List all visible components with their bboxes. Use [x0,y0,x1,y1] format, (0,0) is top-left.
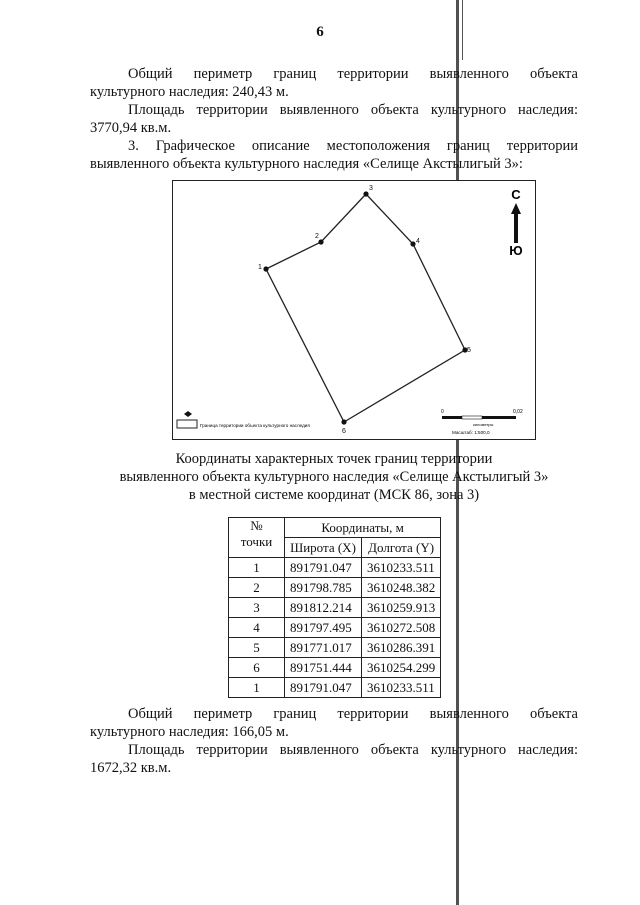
table-header-row [229,518,441,538]
vertex-label-3: 3 [369,185,373,192]
legend-swatch [177,420,197,428]
vertex-label-2: 2 [315,233,319,240]
cell-y: 3610233.511 [362,678,441,698]
cell-point: 1 [229,678,285,698]
cell-point: 3 [229,598,285,618]
scale-segment [482,416,516,419]
cell-x: 891797.495 [285,618,362,638]
header-longitude: Долгота (Y) [362,538,441,558]
header-point-number: № точки [229,518,285,558]
table-caption-line-3: в местной системе координат (МСК 86, зона 3) [188,487,480,503]
boundary-polygon [266,194,465,422]
legend-marker [184,411,192,417]
vertex-label-5: 5 [467,347,471,354]
area-text-2-cont: 1672,32 кв.м. [90,760,172,776]
legend-text: Граница территории объекта культурного наследия [200,423,310,428]
section-3-heading-cont: выявленного объекта культурного наследия «Селище Акстылигый 3»: [90,156,523,172]
table-caption [90,450,578,504]
table-row [229,578,441,598]
cell-y: 3610233.511 [362,558,441,578]
header-latitude: Широта (X) [285,538,362,558]
south-label: Ю [509,243,523,258]
perimeter-text-1: Общий периметр границ территории выявленного объекта [128,66,578,82]
header-coordinates: Координаты, м [285,518,441,538]
cell-point: 5 [229,638,285,658]
vertex-3 [363,191,368,196]
cell-point: 1 [229,558,285,578]
table-row [229,678,441,698]
vertex-4 [410,241,415,246]
north-label: С [511,187,521,202]
vertex-label-6: 6 [342,428,346,435]
table-row [229,618,441,638]
north-arrow-shaft [514,214,518,243]
cell-x: 891812.214 [285,598,362,618]
table-caption-line-1: Координаты характерных точек границ территории [175,451,493,467]
cell-y: 3610272.508 [362,618,441,638]
perimeter-text-2: Общий периметр границ территории выявленного объекта [128,706,578,722]
scale-unit: километры [473,422,494,427]
cell-point: 2 [229,578,285,598]
scale-zero: 0 [441,409,444,415]
vertex-label-4: 4 [416,238,420,245]
vertex-6 [341,419,346,424]
map-legend [177,411,310,428]
cell-point: 4 [229,618,285,638]
vertex-2 [318,239,323,244]
cell-x: 891751.444 [285,658,362,678]
scale-segment [442,416,462,419]
north-arrow-head [511,203,521,214]
perimeter-text-2-cont: культурного наследия: 166,05 м. [90,724,289,740]
cell-y: 3610286.391 [362,638,441,658]
area-text-1-cont: 3770,94 кв.м. [90,120,172,136]
cell-y: 3610259.913 [362,598,441,618]
boundary-vertices [263,191,467,424]
vertex-label-1: 1 [258,264,262,271]
scale-max: 0,02 [513,409,523,415]
table-row [229,598,441,618]
scale-text: Масштаб: 1:500,0 [452,430,490,435]
table-row [229,638,441,658]
cell-x: 891791.047 [285,678,362,698]
table-row [229,558,441,578]
boundary-map-svg [173,181,535,439]
coordinates-table [228,517,441,698]
area-text-2: Площадь территории выявленного объекта культурного наследия: [128,742,578,758]
cell-x: 891771.017 [285,638,362,658]
scale-segment [462,416,482,419]
vertex-1 [263,266,268,271]
cell-y: 3610248.382 [362,578,441,598]
table-row [229,658,441,678]
north-arrow [509,187,522,258]
area-text-1: Площадь территории выявленного объекта культурного наследия: [128,102,578,118]
cell-x: 891798.785 [285,578,362,598]
cell-point: 6 [229,658,285,678]
cell-y: 3610254.299 [362,658,441,678]
table-caption-line-2: выявленного объекта культурного наследия «Селище Акстылигый 3» [119,469,549,485]
scale-bar [441,409,523,435]
cell-x: 891791.047 [285,558,362,578]
perimeter-text-1-cont: культурного наследия: 240,43 м. [90,84,289,100]
page-number: 6 [316,24,324,40]
boundary-map [172,180,536,440]
section-3-heading: 3. Графическое описание местоположения границ территории [128,138,578,154]
